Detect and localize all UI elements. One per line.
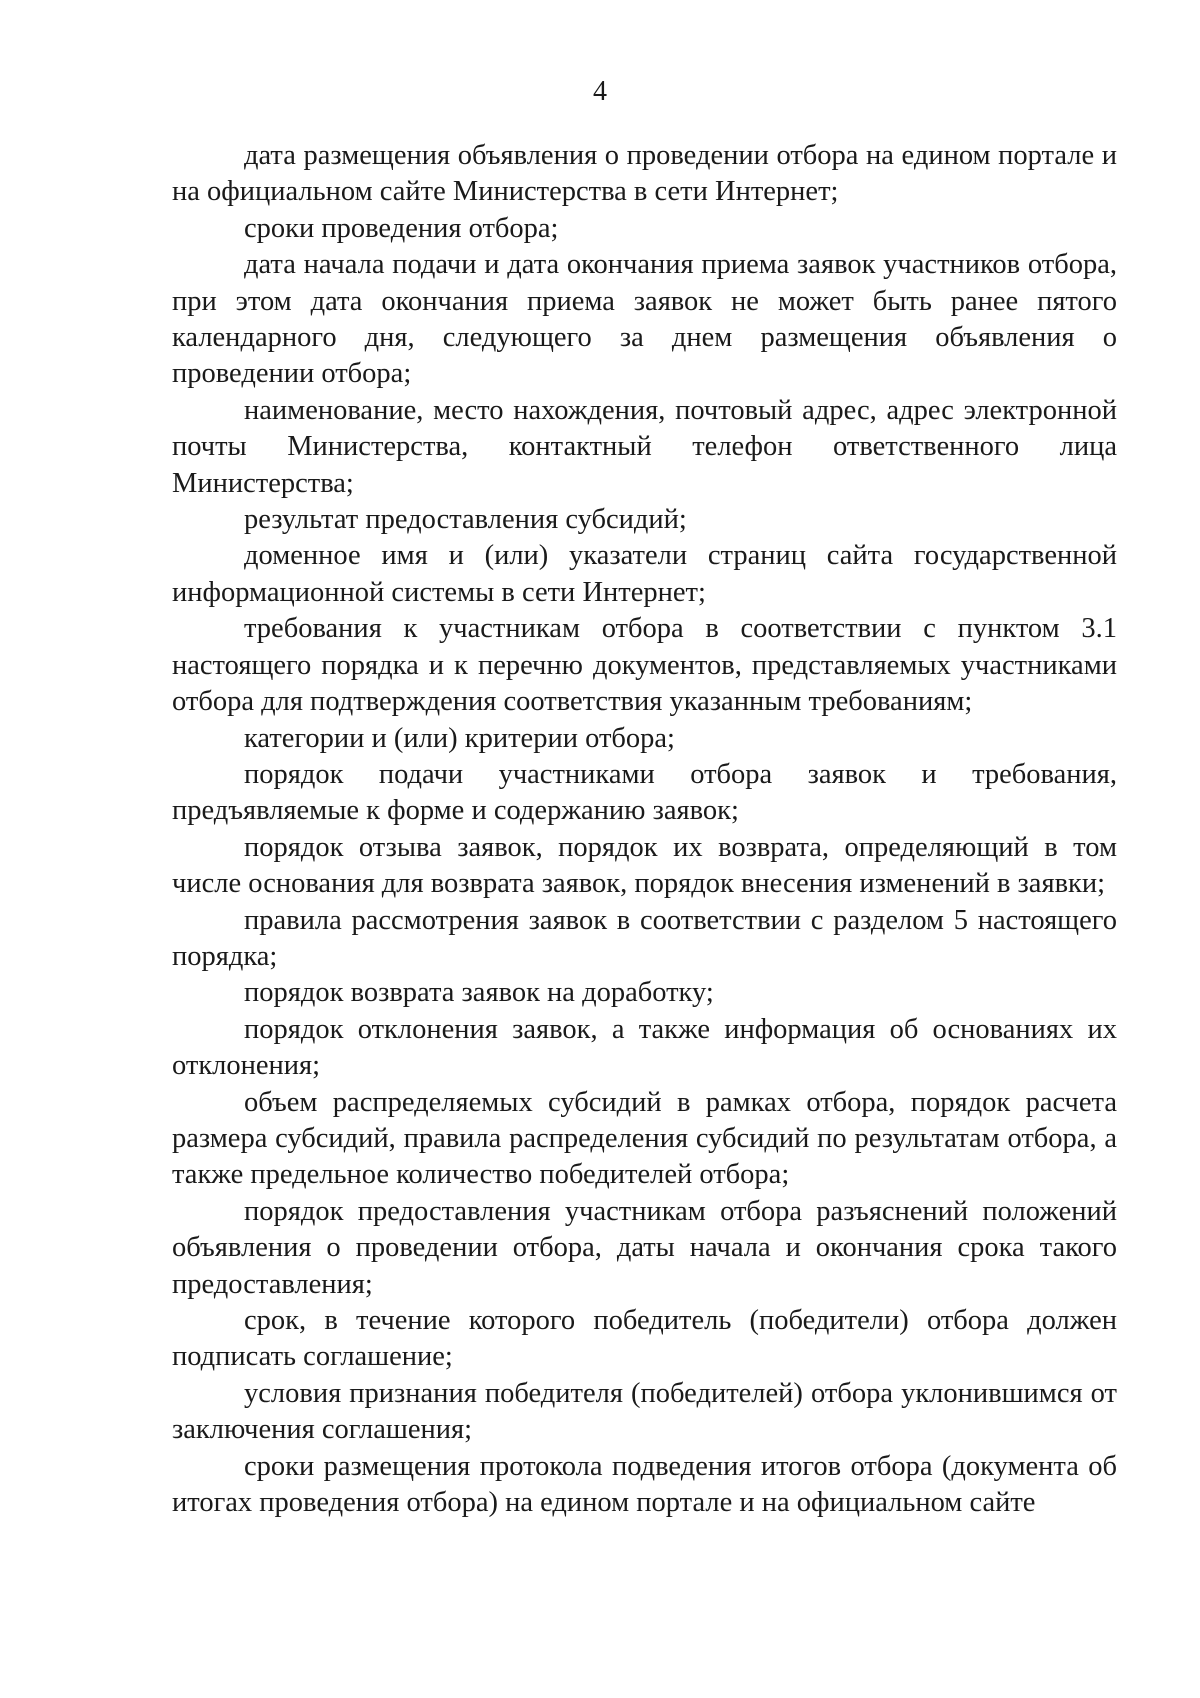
paragraph-subsidy-volume: объем распределяемых субсидий в рамках отбора, порядок расчета размера субсидий, правила распределения субсидий по результатам отбора, а также предельное количество победителей отбора;: [172, 1086, 1117, 1191]
paragraph-withdrawal-procedure: порядок отзыва заявок, порядок их возврата, определяющий в том числе основания для возврата заявок, порядок внесения изменений в заявки;: [172, 831, 1117, 900]
document-body: [172, 138, 1117, 1521]
paragraph-selection-terms: сроки проведения отбора;: [244, 212, 559, 244]
paragraph-review-rules: правила рассмотрения заявок в соответствии с разделом 5 настоящего порядка;: [172, 904, 1117, 972]
paragraph-participant-requirements: требования к участникам отбора в соответствии с пунктом 3.1 настоящего порядка и к перечню документов, представляемых участниками отбора для подтверждения соответствия указанным требованиям;: [172, 613, 1117, 718]
paragraph-ministry-contacts: наименование, место нахождения, почтовый адрес, адрес электронной почты Министерства, контактный телефон ответственного лица Министерства;: [172, 394, 1117, 499]
paragraph-selection-criteria: категории и (или) критерии отбора;: [244, 722, 675, 754]
paragraph-domain-name: доменное имя и (или) указатели страниц сайта государственной информационной системы в сети Интернет;: [172, 540, 1117, 608]
paragraph-submission-procedure: порядок подачи участниками отбора заявок и требования, предъявляемые к форме и содержанию заявок;: [172, 758, 1117, 827]
paragraph-return-for-revision: порядок возврата заявок на доработку;: [244, 977, 714, 1009]
page-number: 4: [593, 76, 607, 107]
paragraph-protocol-publication: сроки размещения протокола подведения итогов отбора (документа об итогах проведения отбора) на едином портале и на официальном сайте: [172, 1450, 1117, 1519]
paragraph-subsidy-result: результат предоставления субсидий;: [244, 504, 687, 536]
paragraph-publication-date: дата размещения объявления о проведении отбора на едином портале и на официальном сайте Министерства в сети Интернет;: [172, 140, 1117, 208]
paragraph-signing-deadline: срок, в течение которого победитель (победители) отбора должен подписать соглашение;: [172, 1305, 1117, 1373]
paragraph-evasion-conditions: условия признания победителя (победителей) отбора уклонившимся от заключения соглашения;: [172, 1377, 1117, 1446]
paragraph-application-dates: дата начала подачи и дата окончания приема заявок участников отбора, при этом дата окончания приема заявок не может быть ранее пятого календарного дня, следующего за днем размещения объявления о проведении отбора;: [172, 249, 1117, 390]
paragraph-rejection-procedure: порядок отклонения заявок, а также информация об основаниях их отклонения;: [172, 1013, 1117, 1082]
paragraph-clarifications: порядок предоставления участникам отбора разъяснений положений объявления о проведении отбора, даты начала и окончания срока такого предоставления;: [172, 1195, 1117, 1300]
